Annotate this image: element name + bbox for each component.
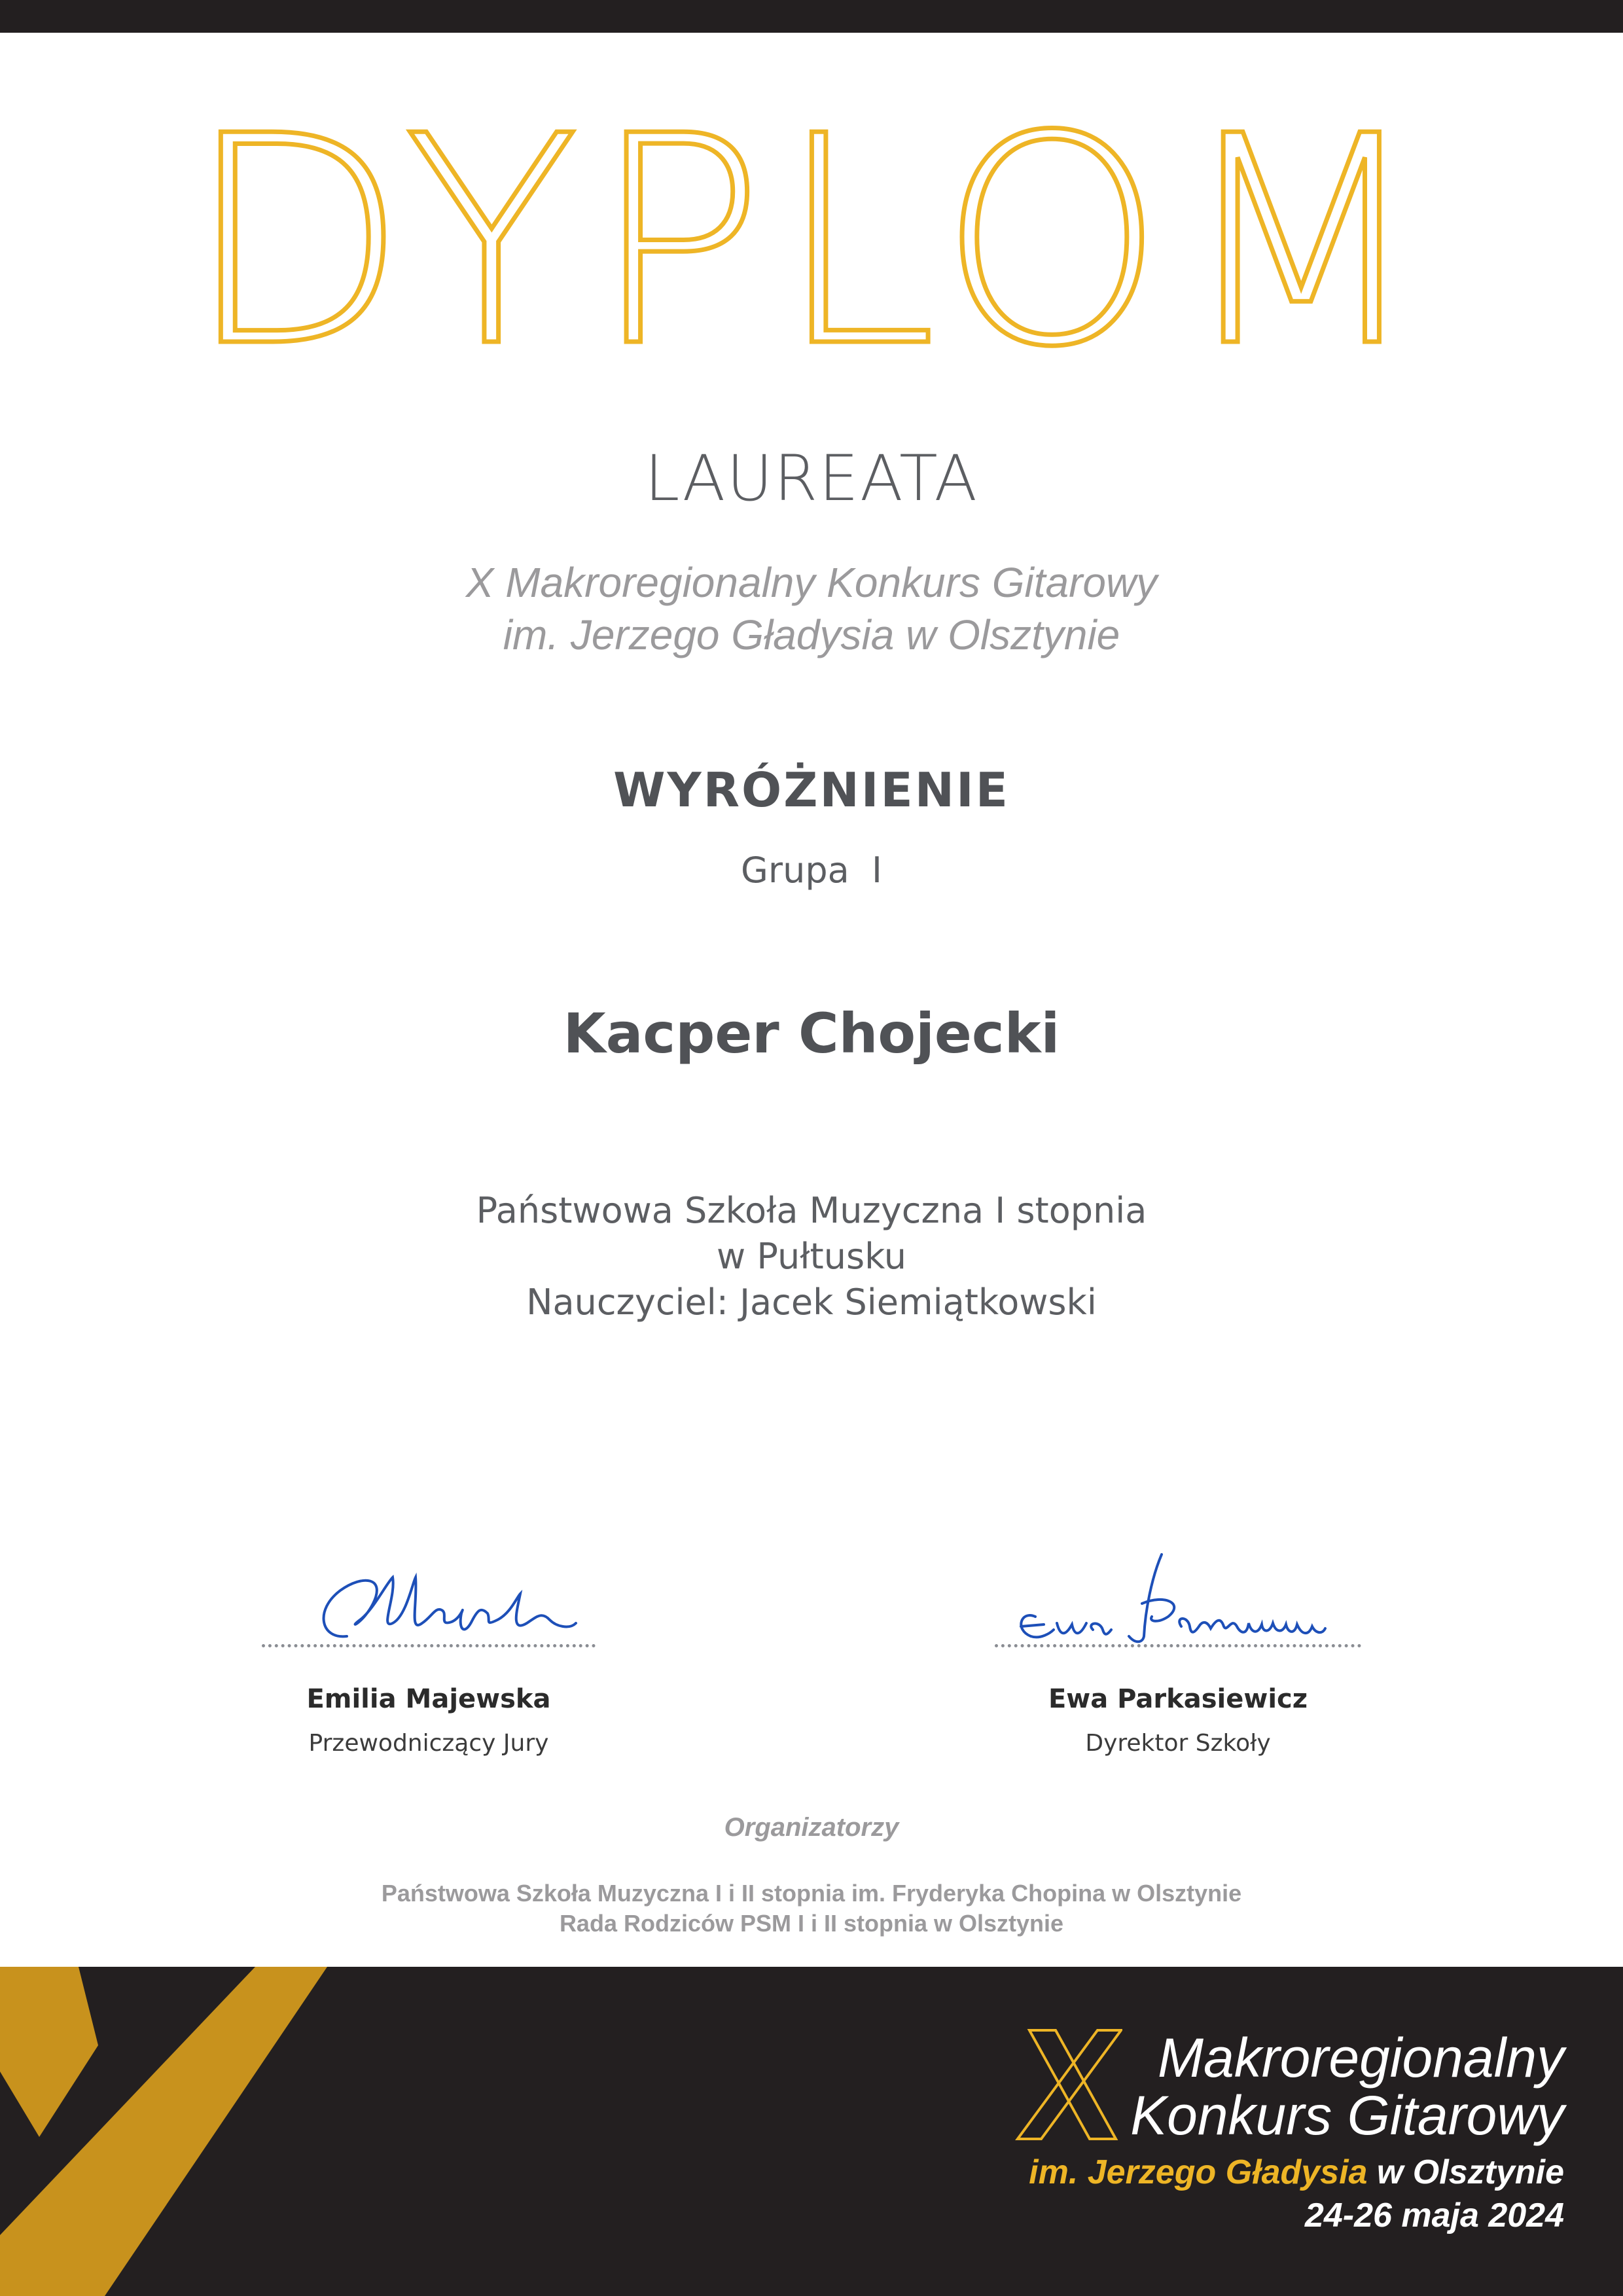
roman-numeral-text: X — [1064, 2096, 1069, 2103]
organizer-line2: Rada Rodziców PSM I i II stopnia w Olsztynie — [559, 1910, 1064, 1937]
award-title: WYRÓŻNIENIE — [613, 762, 1010, 817]
contest-name-line2: im. Jerzego Gładysia w Olsztynie — [503, 611, 1120, 658]
contest-name-line1: X Makroregionalny Konkurs Gitarowy — [465, 559, 1158, 606]
school-line2: w Pułtusku — [717, 1236, 906, 1277]
band-x-graphic — [0, 1967, 393, 2296]
signature-right — [995, 1644, 1361, 1757]
school-info — [0, 1188, 1623, 1325]
signature-line-right — [995, 1644, 1361, 1647]
footer-line2: Konkurs Gitarowy — [1130, 2085, 1564, 2146]
signer-role-right: Dyrektor Szkoły — [1085, 1730, 1271, 1757]
group-label: Grupa I — [741, 850, 882, 891]
diploma-subtitle: LAUREATA — [644, 442, 979, 515]
teacher-line: Nauczyciel: Jacek Siemiątkowski — [526, 1282, 1097, 1323]
organizers-title: Organizatorzy — [724, 1813, 899, 1842]
diploma-title: DYPLOM — [185, 75, 1438, 410]
organizers-list — [0, 1878, 1623, 1939]
signer-name-right: Ewa Parkasiewicz — [1048, 1684, 1308, 1714]
footer-dates: 24-26 maja 2024 — [1304, 2197, 1564, 2234]
organizer-line1: Państwowa Szkoła Muzyczna I i II stopnia im. Fryderyka Chopina w Olsztynie — [381, 1880, 1242, 1907]
footer-city: w Olsztynie — [1367, 2153, 1564, 2191]
top-border — [0, 0, 1623, 33]
footer-contest-info — [1029, 2029, 1564, 2237]
recipient-name: Kacper Chojecki — [563, 1001, 1060, 1066]
contest-name — [0, 556, 1623, 661]
footer-prefix: im. — [1029, 2153, 1088, 2191]
school-line1: Państwowa Szkoła Muzyczna I stopnia — [476, 1190, 1147, 1231]
signer-role-left: Przewodniczący Jury — [308, 1730, 549, 1757]
footer-band — [0, 1967, 1623, 2296]
signature-line-left — [262, 1644, 596, 1647]
footer-line1: Makroregionalny — [1158, 2027, 1564, 2089]
footer-line3 — [1029, 2151, 1564, 2194]
signature-left — [262, 1644, 596, 1757]
signer-name-left: Emilia Majewska — [306, 1684, 551, 1714]
footer-patron: Jerzego Gładysia — [1087, 2153, 1368, 2191]
